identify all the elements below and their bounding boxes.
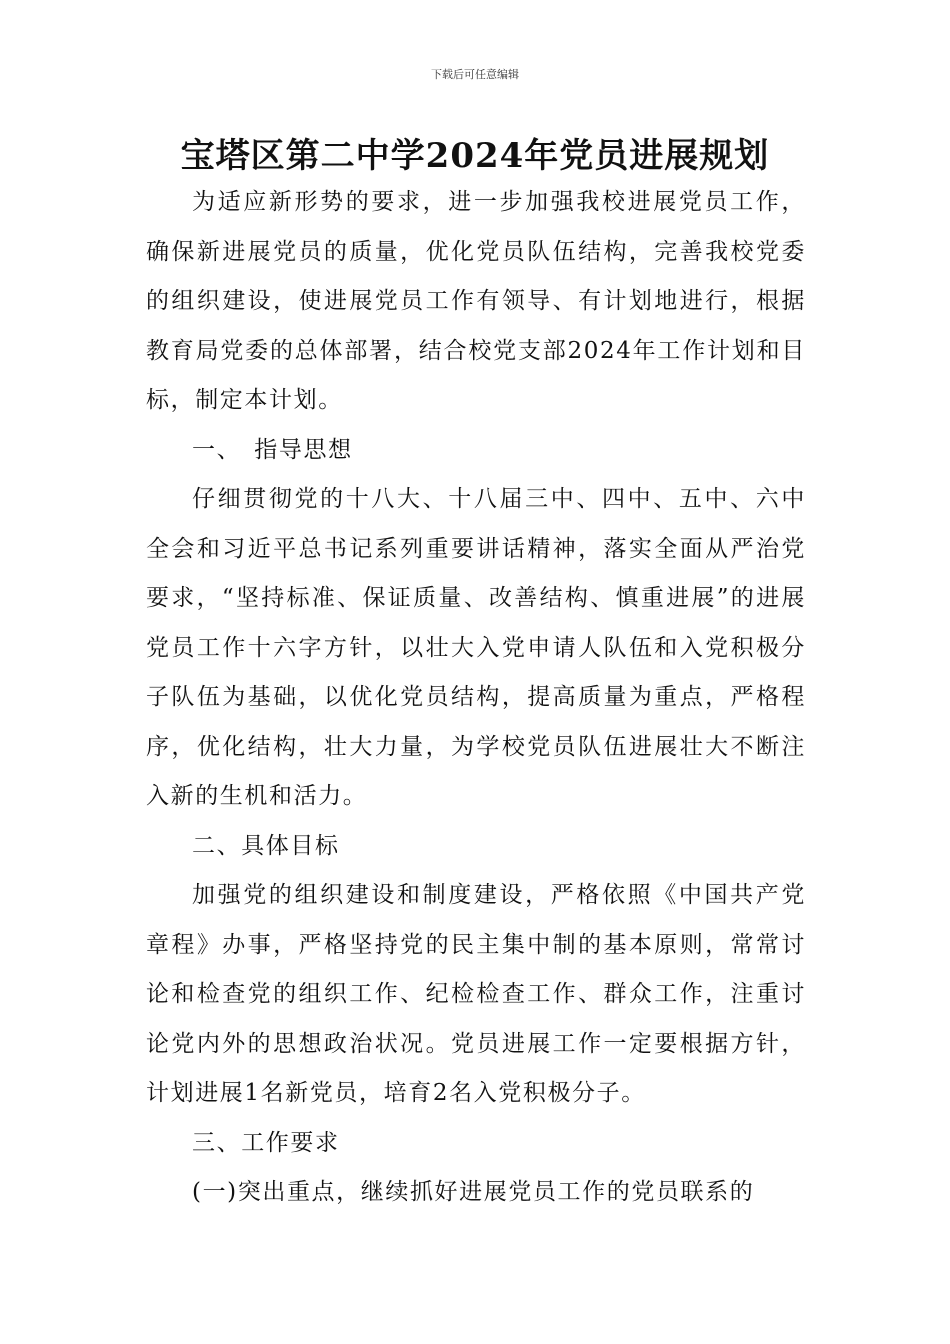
section-heading-guiding-ideology: 一、 指导思想 (192, 436, 353, 463)
section-heading-work-requirements: 三、工作要求 (192, 1129, 340, 1156)
paragraph-intro: 为适应新形势的要求，进一步加强我校进展党员工作，确保新进展党员的质量，优化党员队伍结构，完善我校党委的组织建设，使进展党员工作有领导、有计划地进行，根据教育局党委的总体部署，结合校党支部2024年工作计划和目标，制定本计划。 (146, 189, 806, 413)
document-body (146, 178, 806, 1218)
paragraph-work-requirements-1: (一)突出重点，继续抓好进展党员工作的党员联系的 (192, 1179, 755, 1205)
header-note: 下载后可任意编辑 (431, 68, 519, 81)
paragraph-specific-goals: 加强党的组织建设和制度建设，严格依照《中国共产党章程》办事，严格坚持党的民主集中制的基本原则，常常讨论和检查党的组织工作、纪检检查工作、群众工作，注重讨论党内外的思想政治状况。党员进展工作一定要根据方针，计划进展1名新党员，培育2名入党积极分子。 (146, 882, 806, 1106)
section-heading-specific-goals: 二、具体目标 (192, 832, 340, 859)
paragraph-guiding-ideology: 仔细贯彻党的十八大、十八届三中、四中、五中、六中全会和习近平总书记系列重要讲话精神，落实全面从严治党要求，“坚持标准、保证质量、改善结构、慎重进展”的进展党员工作十六字方针，以壮大入党申请人队伍和入党积极分子队伍为基础，以优化党员结构，提高质量为重点，严格程序，优化结构，壮大力量，为学校党员队伍进展壮大不断注入新的生机和活力。 (146, 486, 806, 809)
document-title: 宝塔区第二中学2024年党员进展规划 (180, 136, 770, 176)
